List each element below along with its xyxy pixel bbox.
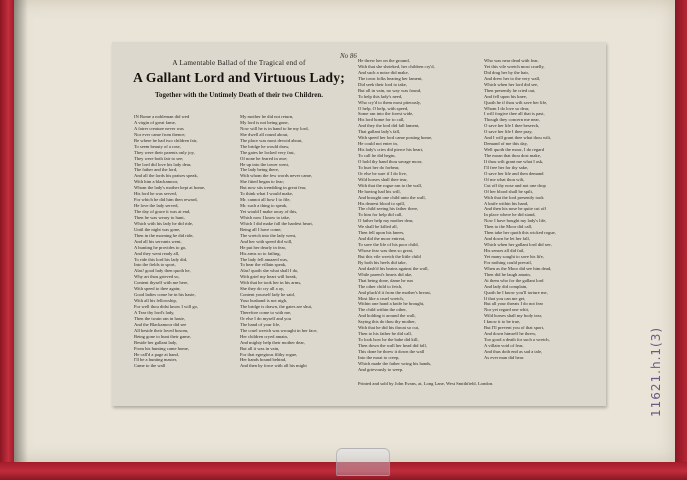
verse-line: Be where he had two children fair, [134, 137, 198, 143]
verse-line: Nor yet regard one whit, [484, 307, 530, 313]
verse-line: He could not enter in, [358, 141, 398, 147]
verse-line: This done he threw it down the wall [358, 348, 425, 354]
verse-line: His arms so to failing, [240, 250, 281, 256]
verse-line: If that you can me get, [484, 295, 526, 301]
verse-line: She fitted began to fear; [240, 179, 285, 185]
verse-line: Quoth he if thou wilt save her life, [484, 99, 548, 105]
verse-line: The child within the other, [358, 307, 407, 313]
verse-line: Now I have bought my lady's life, [484, 218, 547, 224]
verse-line: The gates he locked very fast, [240, 149, 295, 155]
verse-line: The child seeing his father there, [358, 206, 419, 212]
verse-line: They were their parents only joy, [134, 149, 195, 155]
verse-line: Then he was weary to hunt, [134, 214, 185, 220]
verse-line: And mighty help their mother dear, [240, 339, 305, 345]
verse-line: And such a noise did make, [358, 69, 409, 75]
verse-line: Then take her quoth this wicked rogue, [484, 230, 556, 236]
verse-line: The lord did love his lady dear, [134, 161, 192, 167]
verse-line: To save the life of his poor child, [358, 242, 419, 248]
verse-line: Quoth he I know you'll torture me, [484, 289, 548, 295]
verse-line: O help, O help, with speed, [358, 105, 409, 111]
verse-line: The bridge he would draw, [240, 143, 290, 149]
verse-line: He call'd a page at hand, [134, 351, 179, 357]
verse-line: He put her dearly in fear, [240, 244, 286, 250]
verse-line: His dearest blood to spill, [358, 200, 406, 206]
verse-line: While parent's hearts did ake, [358, 271, 413, 277]
verse-line: He threw her on the ground, [358, 58, 410, 63]
verse-line: And fell upon his knee, [484, 93, 527, 99]
verse-line: They were both fair to see; [134, 155, 184, 161]
verse-line: The place was most devoid about, [240, 137, 303, 143]
verse-line: To ride this lord his lady did, [134, 256, 188, 262]
verse-line: O save her life I thee pray, [484, 129, 533, 135]
verse-line: To help this lady's need, [358, 93, 403, 99]
verse-line: And pluck'd it from the mother's breast, [358, 289, 431, 295]
verse-line: The wretch into the lady went, [240, 232, 297, 238]
verse-line: From his hunting came home, [134, 345, 189, 351]
verse-line: Then presently he cried out, [484, 87, 536, 93]
verse-line: To seem beauty of a rose, [134, 143, 181, 149]
verse-line: Came to the wall [134, 363, 166, 369]
verse-line: And down he let her fall, [484, 236, 530, 242]
verse-line: A fairer creature never was [134, 125, 184, 131]
verse-line: Though they concern me near, [484, 117, 540, 123]
verse-line: Some ran into the forest wide, [358, 111, 414, 117]
verse-line: His lord home for to call, [358, 117, 405, 123]
verse-line: For well thou didst know I will go, [134, 304, 199, 309]
verse-line: The cruel wretch was wrought in her face, [240, 327, 318, 333]
shelfmark-text: 11621.h.1(3) [649, 326, 663, 417]
verse-line: The bridge is drawn, the gates are shut, [240, 304, 313, 309]
verse-line: My mother he did not return, [240, 114, 294, 119]
verse-line: Cut off thy nose and not one drop [484, 182, 546, 188]
verse-line: But all your threats I do not fear [484, 301, 544, 307]
verse-line: And drew her to the very wall, [484, 75, 541, 81]
verse-line: O hold thy hand thou savage moor, [358, 158, 423, 164]
verse-line: Saying this do thou thy mother, [358, 319, 416, 325]
verse-column-4 [484, 58, 602, 361]
verse-line: To hear the villain speak, [240, 262, 287, 268]
verse-line: Did seek their lord to take, [358, 81, 407, 87]
verse-line: Or else be sure if I do live, [358, 170, 407, 176]
verse-line: Until the night was gone, [134, 226, 181, 232]
verse-line: That being done, dame he run [358, 277, 413, 283]
verse-line: To him for help did call, [358, 212, 403, 218]
printer-imprint: Printed and sold by John Evans, at, Long Lane, West Smithfield, London. [358, 381, 494, 386]
verse-line: And all the lords his praises speak, [134, 173, 198, 179]
verse-line: And grievously to weep. [358, 366, 404, 372]
verse-line: With speed her lord came posting home, [358, 135, 433, 141]
verse-line: A Tear thy lord's lady, [134, 309, 175, 315]
verse-line: Mr. such a thing to speak, [240, 203, 288, 209]
verse-line: Then to the Moor did call, [484, 224, 533, 230]
verse-line: And dash'd his brains against the wall, [358, 265, 429, 271]
verse-line: Your husband is not nigh, [240, 298, 288, 304]
verse-line: Being gone to hunt their game, [134, 333, 191, 339]
verse-line: And I will grant thee what thou wilt, [484, 135, 552, 141]
verse-line: Which with his lady he did ride, [134, 220, 194, 226]
verse-line: Which when her lord did see, [484, 81, 539, 87]
verse-line: When as the Moor did see him dead, [484, 265, 552, 271]
verse-line: With that she shrieked, her children cry'd, [358, 63, 435, 69]
verse-line: To hurt her do forbear, [358, 164, 400, 170]
verse-line: But all it was in vain, [240, 345, 280, 351]
verse-line: To think what I would make, [240, 191, 294, 197]
verse-line: Yet this vile wretch most cruelly, [484, 63, 545, 69]
verse-line: With that he took her in his arms, [240, 280, 302, 286]
verse-line: He love the lady served, [134, 203, 179, 209]
verse-line: She they do cry all a ay, [240, 286, 284, 292]
verse-line: Mr. cannot all how I to file, [240, 197, 291, 203]
verse-line: With that the lord presently took [484, 194, 544, 200]
verse-line: His lord he was served, [134, 191, 177, 197]
verse-line: Whom the lady's mother kept at home, [134, 185, 206, 191]
verse-line: Which I did make fall the hardest heart, [240, 220, 313, 226]
verse-line: O save her life I thee beseech, [484, 123, 540, 129]
verse-line: His senses all did fail, [484, 248, 525, 253]
verse-line: Then did he laugh amain, [484, 271, 531, 277]
verse-line: I'll free her for thy sake, [484, 164, 529, 170]
ballad-sheet [112, 42, 606, 406]
verse-line: Too good a death for such a wretch, [484, 337, 550, 343]
ballad-number: No 86 [340, 52, 357, 60]
verse-line: In place where he did stand, [484, 212, 536, 218]
verse-line: I'll be a hunting master, [134, 357, 178, 363]
verse-line: Who was near dead with fear, [484, 58, 539, 63]
verse-line: Whom I do love so dear, [484, 105, 530, 111]
verse-line: And her with speed did will, [240, 238, 293, 244]
verse-line: I will forgive thee all that is past, [484, 111, 545, 117]
verse-line: Well quoth the moor, I do regard [484, 147, 545, 153]
verse-line: And thus doth end as sad a tale, [484, 348, 543, 354]
verse-line: And lady did complain, [484, 283, 528, 289]
verse-line: For that egregious filthy rogue, [240, 351, 298, 357]
verse-line: A villain void of fear, [484, 343, 524, 348]
verse-line: Yet many sought to save his life, [484, 253, 544, 259]
verse-line: O save her life and then demand [484, 170, 544, 176]
verse-line: Alas! good lady then quoth he, [134, 268, 191, 274]
verse-line: I know it to be true, [484, 319, 521, 325]
verse-line: Of none he feared in awe; [240, 155, 288, 161]
ballad-kicker: A Lamentable Ballad of the Tragical end of [172, 59, 306, 67]
verse-line: With that the rogue ran to the wall, [358, 182, 423, 188]
verse-line: He up into the tower went, [240, 161, 289, 167]
verse-line: And down himself he threw, [484, 331, 537, 337]
binding-spine [0, 0, 14, 480]
binding-edge [675, 0, 687, 480]
verse-line: With that he did his throat so cut, [358, 325, 420, 331]
verse-line: Then to his father he did call, [358, 331, 412, 337]
verse-line: And holding it around the wall, [358, 313, 416, 319]
verse-line: Content thyself with me here, [134, 280, 189, 286]
verse-column-1 [134, 114, 246, 369]
verse-line: Being all I have come; [240, 226, 282, 232]
verse-line: Beside her gallant lady, [134, 339, 178, 345]
verse-line: With him a blackamoor, [134, 179, 179, 185]
verse-line: Did drag her by the hair, [484, 69, 529, 75]
verse-line: Which when her gallant lord did see, [484, 242, 552, 248]
verse-line: If thou wilt grant me what I ask, [484, 158, 544, 164]
verse-line: And did the moor entreat, [358, 236, 406, 242]
verse-line: But now sits trembling in great fear, [240, 185, 307, 191]
verse-line: With speed to thee again; [134, 286, 181, 292]
verse-line: Good ladies come he in his haste, [134, 292, 196, 298]
verse-line: O father help my mother dear, [358, 218, 414, 224]
verse-line: A virgin of great fame, [134, 119, 176, 125]
verse-line: Most like a cruel wretch, [358, 295, 404, 301]
verse-line: Demand of me this day, [484, 141, 528, 147]
verse-line: And they went ready all, [134, 250, 180, 256]
verse-line: The lady fell amazed was, [240, 256, 289, 262]
verse-line: To look how he the babe did kill, [358, 337, 419, 343]
verse-line: She dwell all round about, [240, 131, 289, 137]
verse-line: All beside their loved bosom, [134, 327, 189, 333]
verse-line: Then the twain ran in haste, [134, 315, 186, 321]
verse-line: Then down the wall her head did fall, [358, 343, 427, 348]
verse-line: We shall be killed all, [358, 224, 398, 230]
verse-line: The father and the lord, [134, 167, 178, 173]
verse-line: My lord is not being gone, [240, 119, 289, 125]
verse-line: Which now I know to take, [240, 214, 291, 220]
verse-line: Her hands bound behind, [240, 357, 287, 363]
verse-line: Who cry'd to them most piteously, [358, 99, 422, 105]
verse-line: And then his nose he quite cut off [484, 206, 547, 212]
verse-line: Then fell upon his knees, [358, 230, 405, 236]
verse-line: He having had his will, [358, 188, 401, 194]
verse-line: That gallant lady's fall, [358, 129, 401, 135]
verse-line: To call he did begin, [358, 153, 396, 158]
verse-line: The moan that thou dost make, [484, 153, 541, 158]
page-clip[interactable] [336, 448, 390, 476]
verse-line: For nothing could prevail, [484, 259, 532, 265]
verse-line: As ever man did hear. [484, 354, 525, 360]
verse-line: Wild horses shall thee tear, [358, 176, 408, 182]
verse-column-2 [240, 114, 354, 369]
verse-line: For which he did him then reward, [134, 197, 198, 203]
verse-line: With grief my heart will break, [240, 274, 297, 280]
verse-column-3 [358, 58, 482, 373]
verse-line: Whose fear was then so great, [358, 248, 414, 253]
verse-line: Now will he is in hand to be my lord, [240, 125, 309, 131]
verse-line: His lady's cries did pierce his heart, [358, 147, 424, 153]
verse-line: And then by force with all his might [240, 363, 307, 369]
verse-line: With whom the few words never came, [240, 173, 313, 179]
verse-line: And the Blackamoor did see [134, 321, 187, 327]
verse-line: The town folks hearing her lament, [358, 75, 423, 81]
verse-line: A knife within his hand, [484, 200, 529, 206]
verse-line: Which made the father wring his hands, [358, 360, 432, 366]
verse-line: Into the fields to sport, [134, 262, 176, 268]
verse-line: And brought one child unto the wall, [358, 194, 426, 200]
verse-line: Wild horses shall my body tear, [484, 313, 543, 319]
verse-line: Within one hand a knife he brought, [358, 301, 425, 307]
verse-line: But all in vain, no way was found, [358, 87, 422, 93]
verse-line: Alas! quoth she what shall I do, [240, 268, 299, 274]
verse-line: Of me what thou wilt, [484, 176, 525, 182]
verse-line: But I'll prevent you of that sport, [484, 325, 545, 331]
gutter-shadow [14, 0, 28, 462]
verse-line: Yet would I make away of this, [240, 209, 298, 214]
verse-line: Content yourself lady he said, [240, 292, 295, 298]
verse-line: Into the moat to creep, [358, 354, 400, 360]
verse-line: The other child to fetch, [358, 283, 403, 289]
verse-line: Or else I do myself and you [240, 315, 292, 321]
verse-line: The lady being there, [240, 167, 280, 173]
verse-line: IN Rome a nobleman did wed [134, 114, 190, 119]
verse-line: Her children cryed amain, [240, 333, 288, 339]
verse-line: At them who for the gallant lord [484, 277, 544, 283]
shelfmark-annotation [646, 326, 666, 420]
verse-line: Nor ever came from thence; [134, 131, 186, 137]
verse-line: Therefore come to with me, [240, 309, 292, 315]
ballad-subtitle: Together with the Untimely Death of their two Children. [155, 91, 323, 99]
verse-line: Why art thou grieved so, [134, 274, 180, 280]
verse-line: And all his servants went, [134, 238, 182, 244]
verse-line: But this vile wretch the little child [358, 253, 421, 259]
verse-line: Then in the morning he did ride, [134, 232, 194, 238]
verse-line: A hunting he provides to go, [134, 244, 187, 250]
verse-line: The hand of your life, [240, 321, 281, 327]
verse-line: The day of grace it was at end, [134, 209, 191, 214]
verse-line: Of her blood shall be spilt, [484, 188, 533, 194]
verse-line: And they the lord did fall lament, [358, 123, 420, 129]
ballad-title: A Gallant Lord and Virtuous Lady; [133, 70, 345, 85]
verse-line: With all his fellowship, [134, 298, 177, 304]
verse-line: By both his heels did take, [358, 259, 407, 265]
